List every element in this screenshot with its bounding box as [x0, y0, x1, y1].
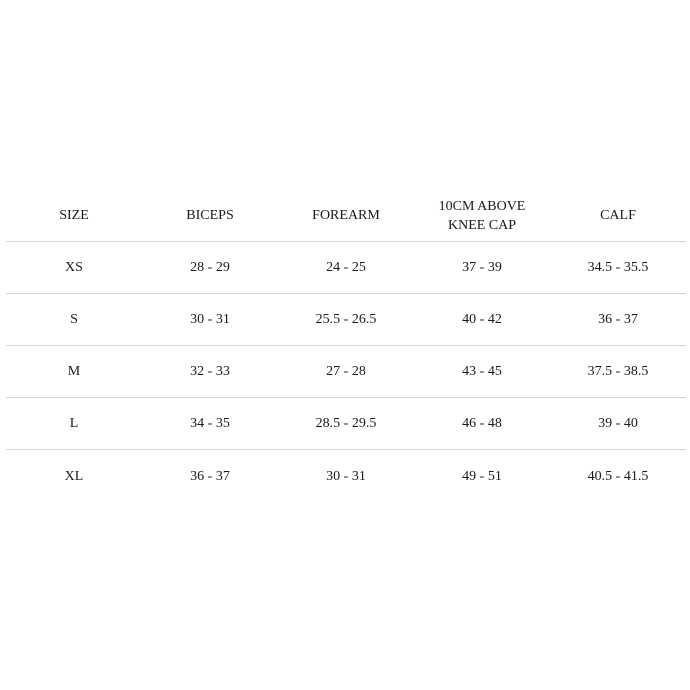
cell-forearm: 30 - 31 [326, 468, 366, 484]
cell-above-knee: 40 - 42 [462, 312, 502, 327]
cell-size: S [70, 312, 78, 327]
cell-above-knee: 43 - 45 [462, 364, 502, 379]
cell-above-knee: 46 - 48 [462, 416, 502, 431]
cell-size: L [69, 416, 79, 431]
cell-biceps: 34 - 35 [190, 416, 230, 431]
size-chart-table [6, 190, 686, 502]
header-above-knee: 10CM ABOVE KNEE CAP [438, 198, 526, 233]
cell-biceps: 36 - 37 [190, 468, 230, 484]
header-size: SIZE [59, 208, 89, 223]
table-row [6, 450, 686, 502]
cell-calf: 37.5 - 38.5 [587, 364, 649, 379]
table-row [6, 294, 686, 346]
header-forearm: FOREARM [312, 208, 380, 223]
cell-calf: 40.5 - 41.5 [587, 468, 649, 484]
cell-forearm: 24 - 25 [326, 260, 366, 275]
cell-biceps: 28 - 29 [190, 260, 230, 275]
table-row [6, 398, 686, 450]
cell-calf: 36 - 37 [598, 312, 638, 327]
cell-calf: 39 - 40 [598, 416, 638, 431]
header-biceps: BICEPS [186, 208, 234, 223]
table-row [6, 242, 686, 294]
table-row [6, 346, 686, 398]
cell-size: M [67, 364, 81, 379]
cell-calf: 34.5 - 35.5 [587, 260, 649, 275]
cell-above-knee: 37 - 39 [462, 260, 502, 275]
cell-size: XL [64, 468, 84, 484]
cell-biceps: 32 - 33 [190, 364, 230, 379]
cell-biceps: 30 - 31 [190, 312, 230, 327]
cell-forearm: 27 - 28 [326, 364, 366, 379]
cell-forearm: 25.5 - 26.5 [315, 312, 377, 327]
cell-size: XS [65, 260, 83, 275]
header-calf: CALF [600, 208, 636, 223]
table-header-row [6, 190, 686, 242]
cell-above-knee: 49 - 51 [462, 468, 502, 484]
cell-forearm: 28.5 - 29.5 [315, 416, 377, 431]
